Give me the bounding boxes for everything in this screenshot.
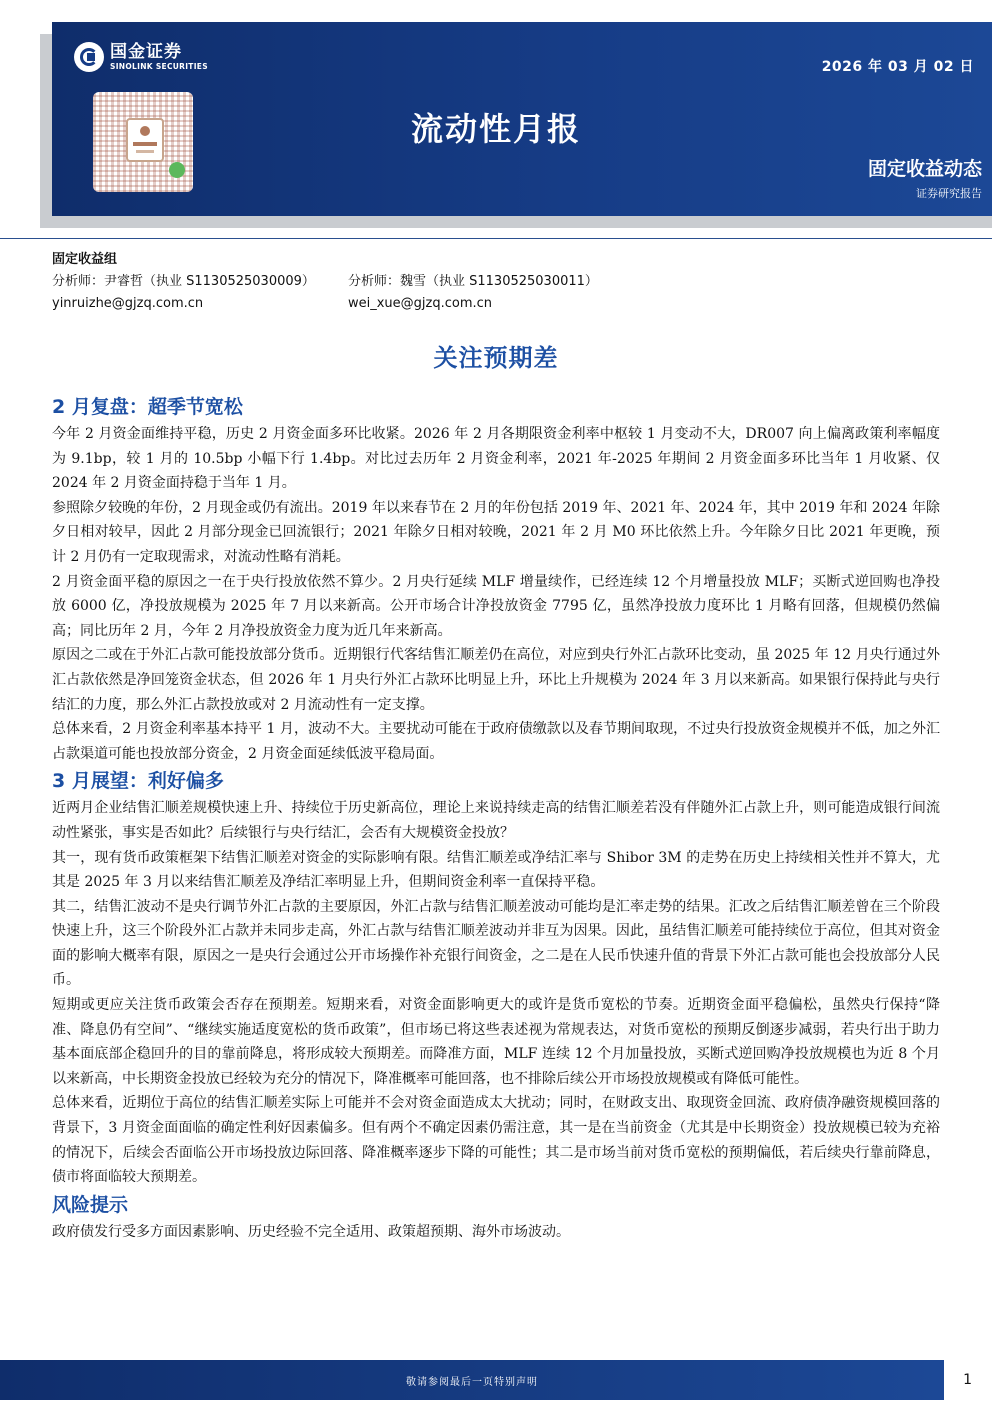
footer-bar	[0, 1360, 944, 1400]
report-body	[52, 392, 940, 1244]
company-logo	[74, 42, 208, 72]
footer-disclaimer: 敬请参阅最后一页特别声明	[406, 1376, 538, 1388]
author-block	[52, 249, 598, 315]
paragraph: 总体来看，2 月资金利率基本持平 1 月，波动不大。主要扰动可能在于政府债缴款以及春节期间取现，不过央行投放资金规模并不低，加之外汇占款渠道可能也投放部分资金，2 月资金面延续低波平稳局面。	[52, 721, 940, 762]
analyst-2-email[interactable]: wei_xue@gjzq.com.cn	[348, 296, 493, 311]
logo-name-en: SINOLINK SECURITIES	[110, 62, 208, 71]
mini-program-badge-icon	[169, 162, 185, 178]
analyst-1-email[interactable]: yinruizhe@gjzq.com.cn	[52, 296, 204, 311]
paragraph: 短期或更应关注货币政策会否存在预期差。短期来看，对资金面影响更大的或许是货币宽松的节奏。近期资金面平稳偏松，虽然央行保持“降准、降息仍有空间”、“继续实施适度宽松的货币政策”，但市场已将这些表述视为常规表达，对货币宽松的预期反倒逐步减弱，若央行出于助力基本面底部企稳回升的目的靠前降息，将形成较大预期差。而降准方面，MLF 连续 12 个月加量投放，买断式逆回购净投放规模也为近 8 个月以来新高，中长期资金投放已经较为充分的情况下，降准概率可能回落，也不排除后续公开市场投放规模或有降低可能性。	[52, 997, 940, 1087]
section-title: 3 月展望：利好偏多	[52, 770, 224, 793]
page-number: 1	[963, 1372, 972, 1388]
report-category: 固定收益动态	[867, 158, 982, 180]
paragraph: 2 月资金面平稳的原因之一在于央行投放依然不算少。2 月央行延续 MLF 增量续作，已经连续 12 个月增量投放 MLF；买断式逆回购也净投放 6000 亿，净投放规模为 2025 年 7 月以来新高。公开市场合计净投放资金 7795 亿，虽然净投放力度环比 1 月略有回落，但规模仍然偏高；同比历年 2 月，今年 2 月净投放资金力度为近几年来新高。	[52, 573, 940, 639]
header-divider	[0, 238, 992, 239]
paragraph: 其一，现有货币政策框架下结售汇顺差对资金的实际影响有限。结售汇顺差或净结汇率与 Shibor 3M 的走势在历史上持续相关性并不算大，尤其是 2025 年 3 月以来结售汇顺差及净结汇率明显上升，但期间资金利率一直保持平稳。	[52, 849, 940, 891]
paragraph: 其二，结售汇波动不是央行调节外汇占款的主要原因，外汇占款与结售汇顺差波动可能均是汇率走势的结果。汇改之后结售汇顺差曾在三个阶段快速上升，这三个阶段外汇占款并未同步走高，外汇占款与结售汇顺差波动并非互为因果。因此，虽结售汇顺差可能持续位于高位，但其对资金面的影响大概率有限，原因之一是央行会通过公开市场操作补充银行间资金，之二是在人民币快速升值的背景下外汇占款可能也会投放部分人民币。	[52, 898, 940, 989]
paragraph: 今年 2 月资金面维持平稳，历史 2 月资金面多环比收紧。2026 年 2 月各期限资金利率中枢较 1 月变动不大，DR007 向上偏离政策利率幅度为 9.1bp，较 1 月的 10.5bp 小幅下行 1.4bp。对比过去历年 2 月资金利率，2021 年-2025 年期间 2 月资金面多环比当年 1 月收紧、仅 2024 年 2 月资金面持稳于当年 1 月。	[52, 426, 940, 492]
section-title: 2 月复盘：超季节宽松	[52, 396, 243, 418]
paragraph: 政府债发行受多方面因素影响、历史经验不完全适用、政策超预期、海外市场波动。	[52, 1223, 570, 1240]
document-title: 关注预期差	[433, 344, 559, 372]
report-title: 流动性月报	[410, 110, 581, 148]
report-date: 2026 年 03 月 02 日	[821, 59, 974, 75]
analyst-2: 分析师：魏雪（执业 S1130525030011）	[348, 274, 598, 289]
logo-name-cn: 国金证券	[110, 42, 182, 62]
research-group: 固定收益组	[52, 252, 118, 267]
section-title: 风险提示	[52, 1193, 129, 1216]
logo-mark-icon	[74, 42, 104, 72]
paragraph: 原因之二或在于外汇占款可能投放部分货币。近期银行代客结售汇顺差仍在高位，对应到央行外汇占款环比变动，虽 2025 年 12 月央行通过外汇占款依然是净回笼资金状态，但 2026 年 1 月央行外汇占款环比明显上升，环比上升规模为 2024 年 3 月以来新高。如果银行保持此与央行结汇的力度，那么外汇占款投放或对 2 月流动性有一定支撑。	[52, 647, 940, 713]
analyst-1: 分析师：尹睿哲（执业 S1130525030009）	[52, 274, 315, 289]
paragraph: 总体来看，近期位于高位的结售汇顺差实际上可能并不会对资金面造成太大扰动；同时，在财政支出、取现资金回流、政府债净融资规模回落的背景下，3 月资金面面临的确定性利好因素偏多。但有两个不确定因素仍需注意，其一是在当前资金（尤其是中长期资金）投放规模已较为充裕的情况下，后续会否面临公开市场投放边际回落、降准概率逐步下降的可能性；其二是市场当前对货币宽松的预期偏低，若后续央行靠前降息，债市将面临较大预期差。	[52, 1095, 940, 1186]
paragraph: 参照除夕较晚的年份，2 月现金或仍有流出。2019 年以来春节在 2 月的年份包括 2019 年、2021 年、2024 年，其中 2019 年和 2024 年除夕日相对较早，因此 2 月部分现金已回流银行；2021 年除夕日相对较晚，2021 年 2 月 M0 环比依然上升。今年除夕日比 2021 年更晚，预计 2 月仍有一定取现需求，对流动性略有消耗。	[52, 499, 940, 565]
paragraph: 近两月企业结售汇顺差规模快速上升、持续位于历史新高位，理论上来说持续走高的结售汇顺差若没有伴随外汇占款上升，则可能造成银行间流动性紧张，事实是否如此？后续银行与央行结汇，会否有大规模资金投放？	[52, 800, 940, 841]
report-subcategory: 证券研究报告	[916, 187, 982, 200]
